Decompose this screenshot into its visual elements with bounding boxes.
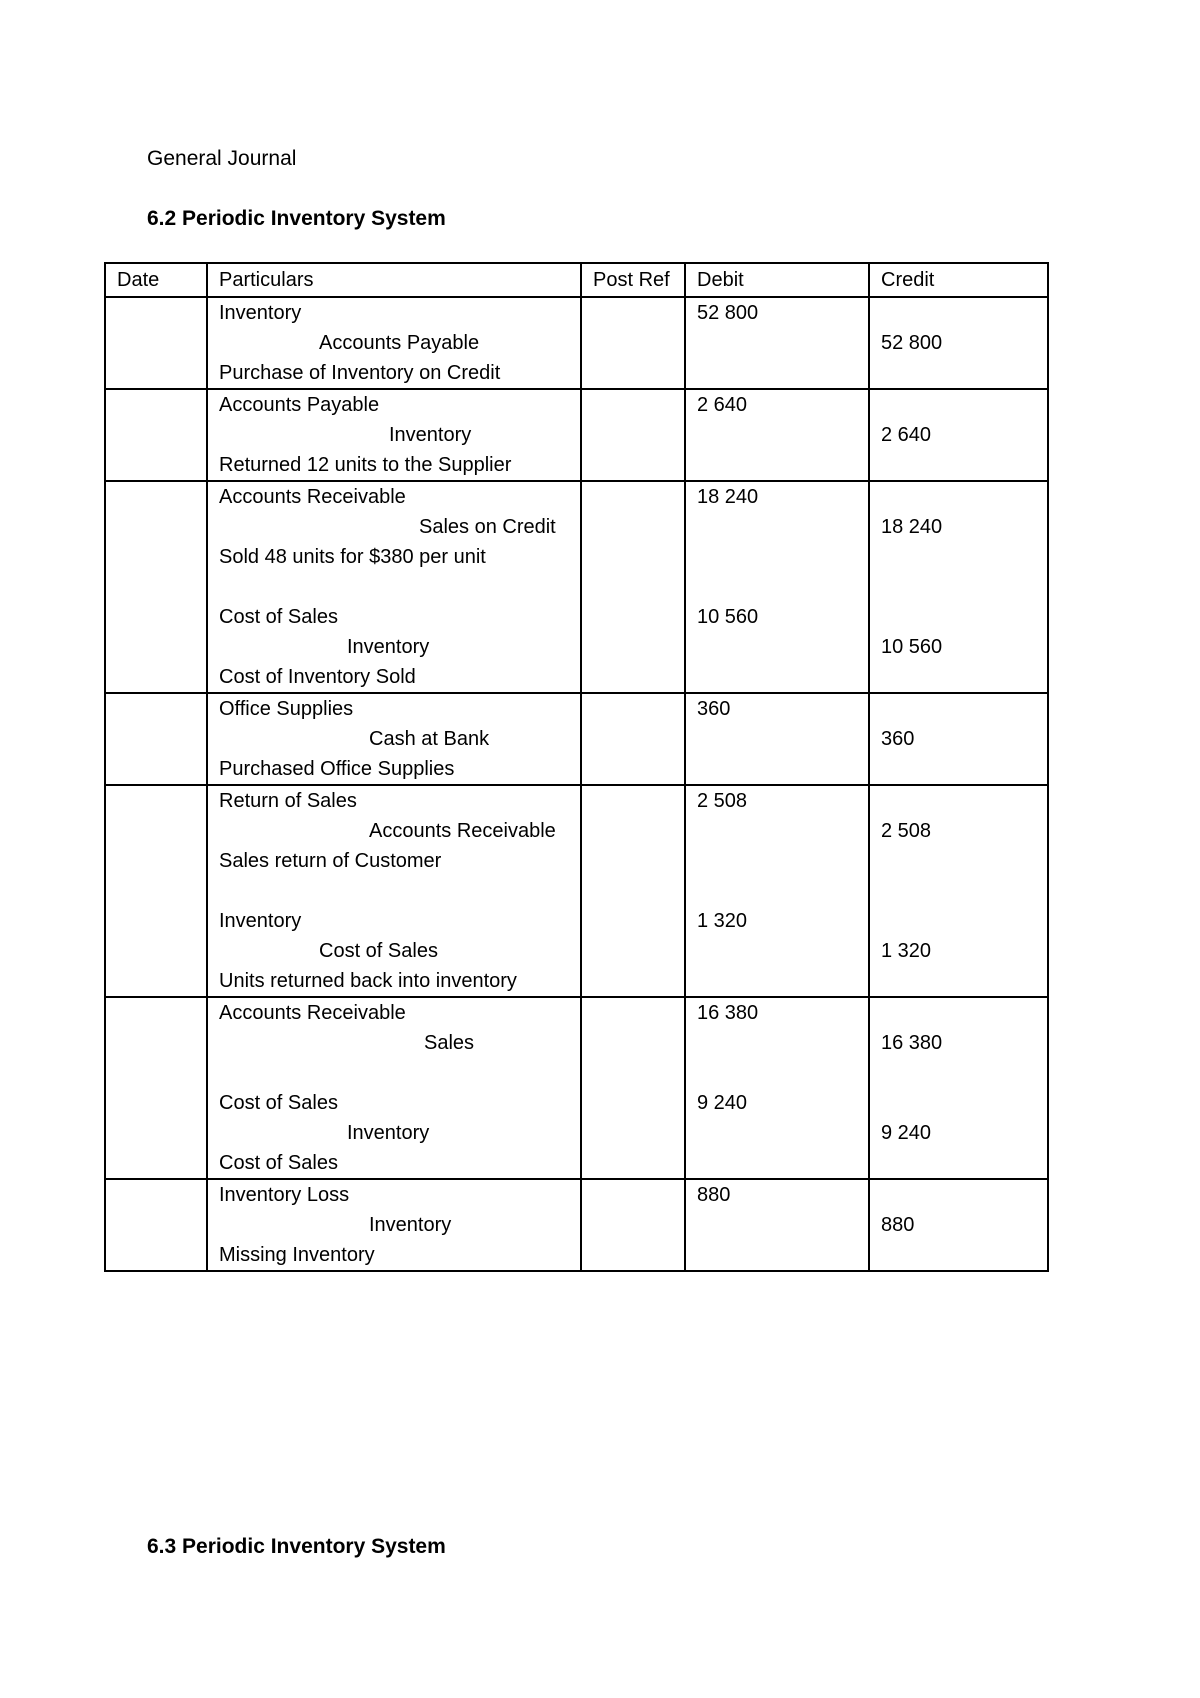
cell-debit: [685, 693, 869, 785]
debit-amount: [697, 1118, 868, 1148]
cell-post-ref: [581, 997, 685, 1179]
debit-amount: [697, 632, 868, 662]
credit-amount: [881, 450, 1047, 480]
particulars-line: Sales: [424, 1032, 475, 1054]
credit-amount: 360: [881, 728, 915, 750]
credit-amount: [881, 542, 1047, 572]
particulars-line: Purchased Office Supplies: [219, 758, 455, 780]
cell-post-ref: [581, 481, 685, 693]
particulars-line: Inventory: [347, 1122, 430, 1144]
debit-amount: 2 508: [697, 790, 748, 812]
credit-amount: [881, 298, 1047, 328]
section-heading-6-2: 6.2 Periodic Inventory System: [147, 207, 446, 230]
debit-amount: [697, 1240, 868, 1270]
credit-amount: [881, 906, 1047, 936]
journal-entries: [105, 297, 1048, 1271]
particulars-line: Accounts Receivable: [369, 820, 556, 842]
credit-amount: [881, 966, 1047, 996]
debit-amount: [697, 512, 868, 542]
particulars-line: Returned 12 units to the Supplier: [219, 454, 512, 476]
debit-amount: [697, 754, 868, 784]
table-header-row: [105, 263, 1048, 297]
particulars-line: Accounts Payable: [319, 332, 480, 354]
debit-amount: [697, 328, 868, 358]
particulars-line: Inventory Loss: [219, 1184, 350, 1206]
credit-amount: [881, 482, 1047, 512]
cell-particulars: [207, 297, 581, 389]
particulars-line: Inventory: [389, 424, 472, 446]
header-post-ref: Post Ref: [581, 263, 685, 297]
debit-amount: [697, 816, 868, 846]
debit-amount: 1 320: [697, 910, 748, 932]
credit-amount: [881, 390, 1047, 420]
cell-credit: [869, 785, 1048, 997]
particulars-line: Cost of Sales: [219, 1092, 338, 1114]
cell-credit: [869, 1179, 1048, 1271]
particulars-line: Cost of Sales: [319, 940, 438, 962]
credit-amount: 1 320: [881, 940, 932, 962]
credit-amount: 16 380: [881, 1032, 943, 1054]
cell-particulars: [207, 693, 581, 785]
cell-date: [105, 997, 207, 1179]
debit-amount: [697, 1058, 868, 1088]
particulars-line: Sales return of Customer: [219, 850, 442, 872]
credit-amount: [881, 1088, 1047, 1118]
credit-amount: 2 640: [881, 424, 932, 446]
cell-particulars: [207, 389, 581, 481]
table-row: [105, 481, 1048, 693]
cell-post-ref: [581, 693, 685, 785]
cell-post-ref: [581, 389, 685, 481]
debit-amount: 880: [697, 1184, 731, 1206]
header-particulars: Particulars: [207, 263, 581, 297]
header-debit: Debit: [685, 263, 869, 297]
credit-amount: [881, 846, 1047, 876]
particulars-line: Cost of Sales: [219, 1152, 338, 1174]
debit-amount: 52 800: [697, 302, 759, 324]
particulars-line: Accounts Receivable: [219, 1002, 406, 1024]
particulars-line: Accounts Payable: [219, 394, 380, 416]
credit-amount: [881, 1148, 1047, 1178]
credit-amount: 9 240: [881, 1122, 932, 1144]
table-row: [105, 785, 1048, 997]
cell-credit: [869, 297, 1048, 389]
debit-amount: [697, 876, 868, 906]
cell-debit: [685, 1179, 869, 1271]
debit-amount: [697, 1148, 868, 1178]
cell-date: [105, 297, 207, 389]
header-credit: Credit: [869, 263, 1048, 297]
document-title: General Journal: [147, 147, 297, 170]
table-row: [105, 1179, 1048, 1271]
cell-date: [105, 1179, 207, 1271]
cell-particulars: [207, 1179, 581, 1271]
general-journal-table: [104, 262, 1049, 1272]
particulars-line: Inventory: [369, 1214, 452, 1236]
particulars-line: Cost of Sales: [219, 606, 338, 628]
debit-amount: [697, 542, 868, 572]
particulars-line: [219, 572, 580, 602]
particulars-line: Inventory: [347, 636, 430, 658]
debit-amount: [697, 662, 868, 692]
debit-amount: [697, 1028, 868, 1058]
credit-amount: 18 240: [881, 516, 943, 538]
debit-amount: [697, 724, 868, 754]
debit-amount: 9 240: [697, 1092, 748, 1114]
section-heading-6-3: 6.3 Periodic Inventory System: [147, 1535, 446, 1558]
debit-amount: [697, 846, 868, 876]
cell-date: [105, 481, 207, 693]
particulars-line: Missing Inventory: [219, 1244, 375, 1266]
cell-particulars: [207, 481, 581, 693]
cell-debit: [685, 389, 869, 481]
cell-debit: [685, 785, 869, 997]
credit-amount: [881, 876, 1047, 906]
credit-amount: 880: [881, 1214, 915, 1236]
cell-particulars: [207, 997, 581, 1179]
particulars-line: Accounts Receivable: [219, 486, 406, 508]
debit-amount: [697, 420, 868, 450]
credit-amount: [881, 998, 1047, 1028]
debit-amount: [697, 358, 868, 388]
cell-date: [105, 693, 207, 785]
particulars-line: Cash at Bank: [369, 728, 490, 750]
cell-credit: [869, 481, 1048, 693]
credit-amount: [881, 786, 1047, 816]
particulars-line: [219, 1058, 580, 1088]
table-row: [105, 297, 1048, 389]
particulars-line: [219, 876, 580, 906]
particulars-line: Sold 48 units for $380 per unit: [219, 546, 486, 568]
debit-amount: 18 240: [697, 486, 759, 508]
particulars-line: Inventory: [219, 302, 302, 324]
particulars-line: Office Supplies: [219, 698, 354, 720]
credit-amount: 2 508: [881, 820, 932, 842]
cell-debit: [685, 297, 869, 389]
cell-credit: [869, 389, 1048, 481]
cell-date: [105, 389, 207, 481]
credit-amount: [881, 694, 1047, 724]
particulars-line: Cost of Inventory Sold: [219, 666, 416, 688]
cell-credit: [869, 997, 1048, 1179]
credit-amount: [881, 662, 1047, 692]
cell-post-ref: [581, 1179, 685, 1271]
cell-debit: [685, 481, 869, 693]
particulars-line: Purchase of Inventory on Credit: [219, 362, 501, 384]
cell-credit: [869, 693, 1048, 785]
credit-amount: [881, 572, 1047, 602]
debit-amount: [697, 966, 868, 996]
debit-amount: [697, 450, 868, 480]
particulars-line: Units returned back into inventory: [219, 970, 517, 992]
credit-amount: [881, 358, 1047, 388]
credit-amount: 52 800: [881, 332, 943, 354]
credit-amount: 10 560: [881, 636, 943, 658]
particulars-line: Sales on Credit: [419, 516, 556, 538]
cell-particulars: [207, 785, 581, 997]
credit-amount: [881, 1180, 1047, 1210]
header-date: Date: [105, 263, 207, 297]
cell-debit: [685, 997, 869, 1179]
debit-amount: [697, 936, 868, 966]
cell-date: [105, 785, 207, 997]
debit-amount: 360: [697, 698, 731, 720]
debit-amount: 16 380: [697, 1002, 759, 1024]
credit-amount: [881, 1058, 1047, 1088]
credit-amount: [881, 1240, 1047, 1270]
debit-amount: 10 560: [697, 606, 759, 628]
credit-amount: [881, 754, 1047, 784]
cell-post-ref: [581, 785, 685, 997]
table-row: [105, 693, 1048, 785]
cell-post-ref: [581, 297, 685, 389]
particulars-line: Return of Sales: [219, 790, 357, 812]
debit-amount: [697, 572, 868, 602]
particulars-line: Inventory: [219, 910, 302, 932]
debit-amount: 2 640: [697, 394, 748, 416]
table-row: [105, 997, 1048, 1179]
credit-amount: [881, 602, 1047, 632]
table-row: [105, 389, 1048, 481]
debit-amount: [697, 1210, 868, 1240]
